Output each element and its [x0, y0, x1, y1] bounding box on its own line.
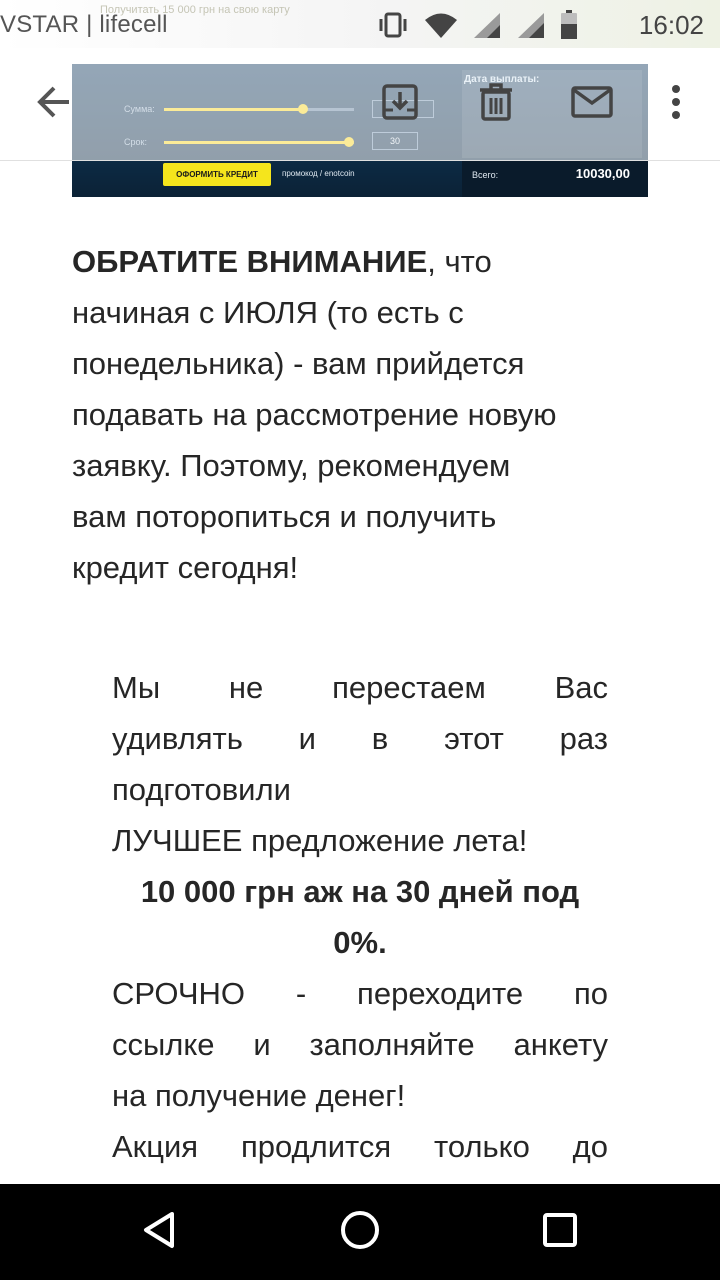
banner-total-value: 10030,00 [575, 166, 630, 181]
offer-highlight-line: 10 000 грн аж на 30 дней под [140, 874, 580, 909]
banner-cta-button[interactable]: ОФОРМИТЬ КРЕДИТ [163, 163, 271, 186]
banner-promo-text: промокод / enotcoin [282, 169, 355, 178]
back-button[interactable] [26, 76, 82, 132]
offer-highlight-line: 0%. [333, 925, 387, 960]
archive-icon [381, 83, 419, 126]
nav-back-button[interactable] [130, 1202, 190, 1262]
offer-line: ЛУЧШЕЕ предложение лета! [112, 823, 528, 858]
square-recents-icon [542, 1212, 578, 1253]
clock: 16:02 [638, 10, 704, 40]
status-bar [0, 0, 720, 48]
signal-icon-2 [516, 11, 546, 44]
signal-icon-1 [472, 11, 502, 44]
para-line: кредит сегодня! [72, 550, 299, 585]
arrow-left-icon [35, 83, 73, 126]
banner-total-label: Всего: [472, 170, 499, 180]
status-ghost-text: Получитать 15 000 грн на свою карту [100, 4, 290, 16]
app-bar [0, 48, 720, 161]
battery-icon [560, 10, 578, 45]
delete-icon [479, 83, 513, 126]
offer-line: ссылке и заполняйте анкету [112, 1027, 608, 1062]
vibrate-icon [376, 11, 410, 44]
para-line [72, 236, 648, 287]
more-options-button[interactable] [648, 76, 704, 132]
wifi-icon [424, 11, 458, 44]
para-line: подавать на рассмотрение новую [72, 397, 557, 432]
carrier-name: VSTAR | lifecell [0, 11, 168, 38]
notice-bold-text: ОБРАТИТЕ ВНИМАНИЕ [72, 244, 428, 279]
circle-home-icon [339, 1209, 381, 1256]
archive-button[interactable] [372, 76, 428, 132]
offer-line: Мы не перестаем Вас [112, 670, 608, 705]
offer-line: Акция продлится только до [112, 1129, 608, 1164]
delete-button[interactable] [468, 76, 524, 132]
nav-home-button[interactable] [330, 1202, 390, 1262]
offer-line: удивлять и в этот раз [112, 721, 608, 756]
para-line-text: , что [427, 244, 492, 279]
more-vert-icon [670, 84, 682, 125]
triangle-back-icon [140, 1210, 180, 1255]
email-paragraph-notice [72, 236, 648, 593]
offer-line: СРОЧНО - переходите по [112, 976, 608, 1011]
para-line: заявку. Поэтому, рекомендуем [72, 448, 511, 483]
para-line: понедельника) - вам прийдется [72, 346, 525, 381]
offer-line: подготовили [112, 772, 291, 807]
offer-line: на получение денег! [112, 1078, 406, 1113]
email-offer-block [112, 662, 608, 1172]
mark-unread-button[interactable] [564, 76, 620, 132]
system-nav-bar [0, 1184, 720, 1280]
mail-icon [571, 86, 613, 123]
para-line: начиная с ИЮЛЯ (то есть с [72, 295, 464, 330]
para-line: вам поторопиться и получить [72, 499, 497, 534]
nav-recents-button[interactable] [530, 1202, 590, 1262]
